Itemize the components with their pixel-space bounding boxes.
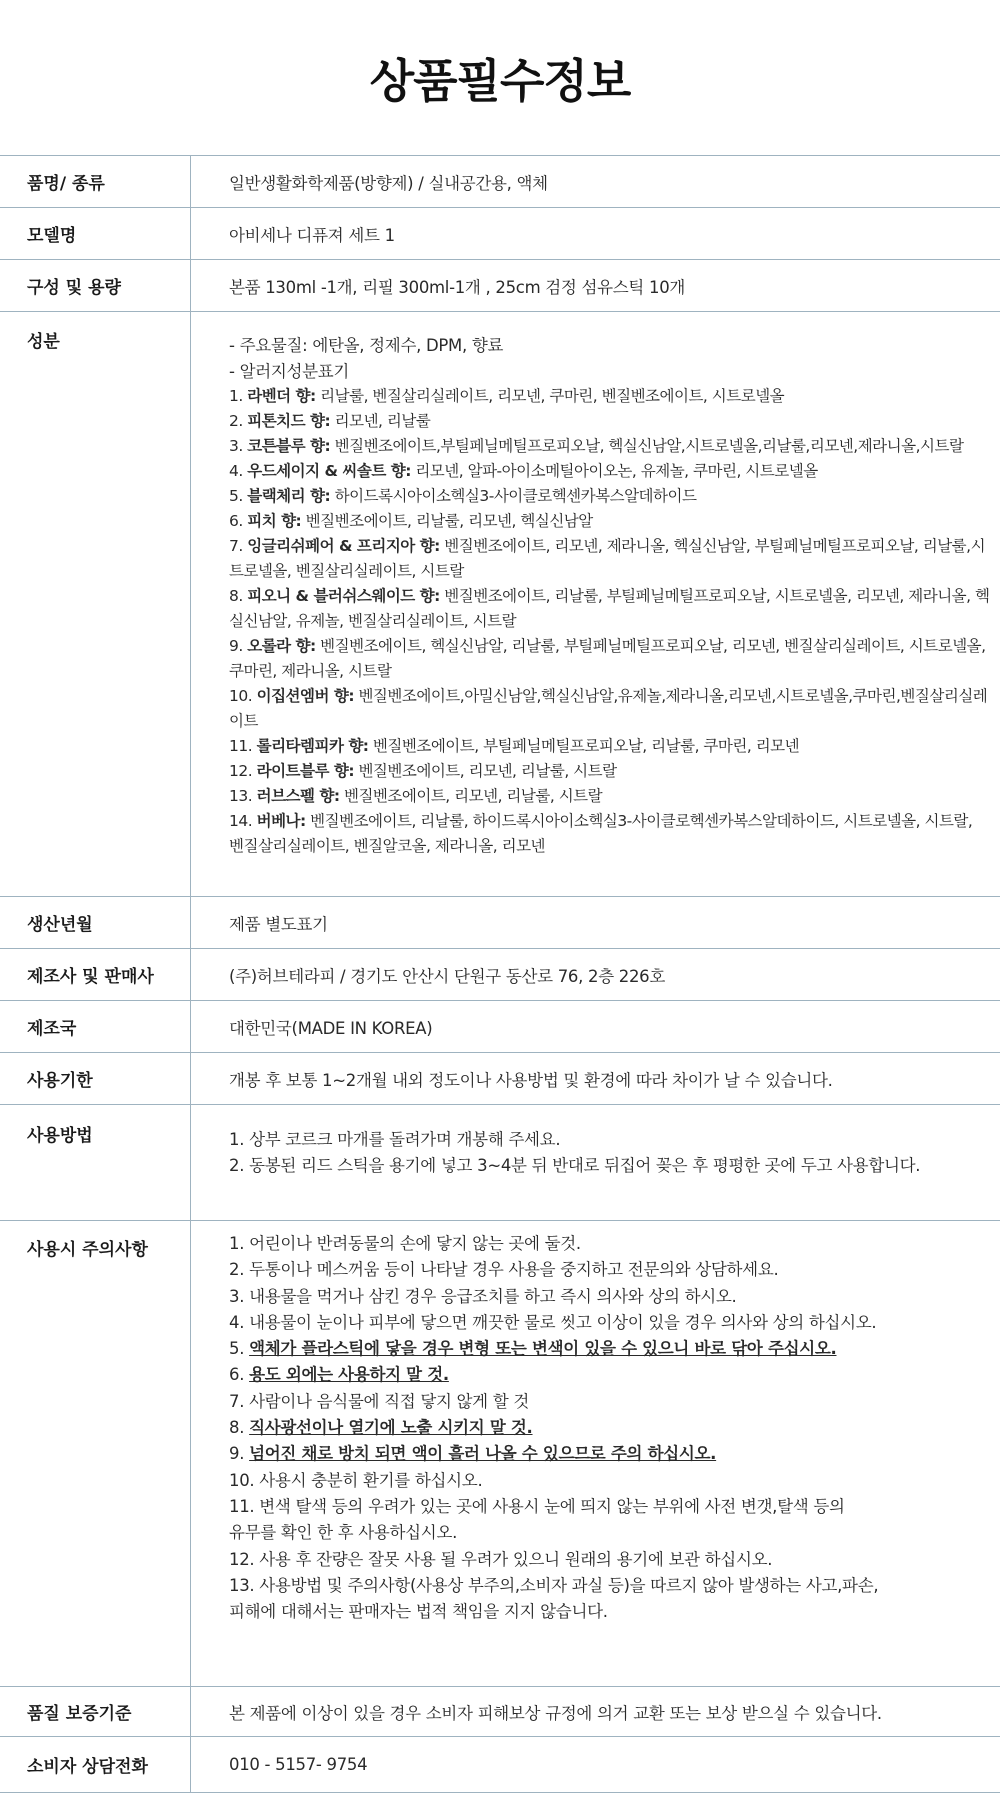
allergen-item-components: 벤질벤조에이트,아밀신남알,헥실신남알,유제놀,제라니올,리모넨,시트로넬올,쿠마린,벤질살리실레이트 xyxy=(229,687,988,730)
allergen-item-components: 벤질벤조에이트, 리날룰, 리모넨, 헥실신남알 xyxy=(301,512,593,530)
allergen-item-number: 1. xyxy=(229,387,243,405)
allergen-item xyxy=(229,809,990,859)
allergen-item xyxy=(229,684,990,734)
allergen-item-components: 벤질벤조에이트, 부틸페닐메틸프로피오날, 리날룰, 쿠마린, 리모넨 xyxy=(368,737,800,755)
row-value: 본 제품에 이상이 있을 경우 소비자 피해보상 규정에 의거 교환 또는 보상 받으실 수 있습니다. xyxy=(229,1703,882,1723)
allergen-item xyxy=(229,434,990,459)
allergen-item-number: 2. xyxy=(229,412,243,430)
caution-item xyxy=(229,1415,990,1441)
row-manufacturer xyxy=(0,949,1000,1001)
row-model xyxy=(0,208,1000,260)
caution-text: 사용 후 잔량은 잘못 사용 될 우려가 있으니 원래의 용기에 보관 하십시오. xyxy=(259,1549,773,1569)
caution-number: 11. xyxy=(229,1496,260,1516)
caution-number: 6. xyxy=(229,1365,250,1385)
caution-text: 직사광선이나 열기에 노출 시키지 말 것. xyxy=(249,1418,533,1438)
row-country xyxy=(0,1001,1000,1053)
allergen-item-number: 7. xyxy=(229,537,243,555)
caution-number: 9. xyxy=(229,1444,250,1464)
page-title: 상품필수정보 xyxy=(369,53,631,108)
main-ingredients-line: - 주요물질: 에탄올, 정제수, DPM, 향료 xyxy=(229,336,504,355)
allergen-item-components: 벤질벤조에이트, 헥실신남알, 리날룰, 부틸페닐메틸프로피오날, 리모넨, 벤질살리실레이트, 시트로넬올, 쿠마린, 제라니올, 시트랄 xyxy=(229,637,986,680)
row-label: 사용방법 xyxy=(0,1105,191,1220)
caution-number: 10. xyxy=(229,1470,260,1490)
caution-text: 용도 외에는 사용하지 말 것. xyxy=(249,1365,449,1385)
allergen-item xyxy=(229,384,990,409)
allergen-item-components: 리날룰, 벤질살리실레이트, 리모넨, 쿠마린, 벤질벤조에이트, 시트로넬올 xyxy=(315,387,785,405)
caution-number: 12. xyxy=(229,1549,260,1569)
row-label: 생산년월 xyxy=(0,897,191,948)
allergen-item xyxy=(229,484,990,509)
caution-text: 사용방법 및 주의사항(사용상 부주의,소비자 과실 등)을 따르지 않아 발생하는 사고,파손, xyxy=(259,1575,879,1595)
allergen-item-components: 리모넨, 리날룰 xyxy=(330,412,431,430)
allergen-item-scent: 잉글리쉬페어 & 프리지아 향: xyxy=(247,537,440,555)
caution-number: 8. xyxy=(229,1418,250,1438)
allergen-item-components: 하이드록시아이소헥실3-사이클로헥센카복스알데하이드 xyxy=(330,487,697,505)
allergen-item xyxy=(229,584,990,634)
caution-number: 2. xyxy=(229,1260,250,1280)
allergen-item-components: 벤질벤조에이트, 리날룰, 하이드록시아이소헥실3-사이클로헥센카복스알데하이드, 시트로넬올, 시트랄, 벤질살리실레이트, 벤질알코올, 제라니올, 리모넨 xyxy=(229,812,973,855)
allergen-item-scent: 오롤라 향: xyxy=(247,637,316,655)
caution-text: 변색 탈색 등의 우려가 있는 곳에 사용시 눈에 띄지 않는 부위에 사전 변갯,탈색 등의 xyxy=(259,1496,845,1516)
row-cautions xyxy=(0,1221,1000,1687)
spec-table xyxy=(0,155,1000,1793)
caution-item xyxy=(229,1284,990,1310)
row-composition xyxy=(0,260,1000,312)
row-label: 성분 xyxy=(0,312,191,896)
caution-text: 두통이나 메스꺼움 등이 나타날 경우 사용을 중지하고 전문의와 상담하세요. xyxy=(249,1260,779,1280)
caution-item xyxy=(229,1441,990,1467)
caution-item xyxy=(229,1573,990,1599)
allergen-item-scent: 피오니 & 블러쉬스웨이드 향: xyxy=(247,587,440,605)
caution-item xyxy=(229,1547,990,1573)
row-type xyxy=(0,156,1000,208)
row-value: 제품 별도표기 xyxy=(229,914,328,934)
allergen-item-number: 9. xyxy=(229,637,243,655)
usage-step: 1. 상부 코르크 마개를 돌려가며 개봉해 주세요. xyxy=(229,1130,561,1149)
allergen-item-components: 벤질벤조에이트, 리모넨, 리날룰, 시트랄 xyxy=(339,787,603,805)
row-label: 사용시 주의사항 xyxy=(0,1221,191,1686)
allergen-item xyxy=(229,459,990,484)
allergen-list xyxy=(229,384,990,859)
row-label: 품명/ 종류 xyxy=(0,156,191,207)
usage-step: 2. 동봉된 리드 스틱을 용기에 넣고 3~4분 뒤 반대로 뒤집어 꽂은 후 평평한 곳에 두고 사용합니다. xyxy=(229,1156,921,1175)
caution-text: 넘어진 채로 방치 되면 액이 흘러 나올 수 있으므로 주의 하십시오. xyxy=(249,1444,717,1464)
row-label: 구성 및 용량 xyxy=(0,260,191,311)
caution-text: 유무를 확인 한 후 사용하십시오. xyxy=(229,1523,458,1543)
row-label: 제조사 및 판매사 xyxy=(0,949,191,1000)
caution-item xyxy=(229,1468,990,1494)
caution-number: 1. xyxy=(229,1234,250,1253)
allergen-item-components: 벤질벤조에이트, 리날룰, 부틸페닐메틸프로피오날, 시트로넬올, 리모넨, 제라니올, 헥실신남알, 유제놀, 벤질살리실레이트, 시트랄 xyxy=(229,587,990,630)
row-value: 아비세나 디퓨져 세트 1 xyxy=(229,225,395,245)
ingredients-value xyxy=(191,312,1000,896)
allergen-item-scent: 라이트블루 향: xyxy=(256,762,355,780)
allergen-title: - 알러지성분표기 xyxy=(229,362,350,381)
allergen-item-number: 13. xyxy=(229,787,253,805)
row-expiry xyxy=(0,1053,1000,1105)
allergen-item-scent: 블랙체리 향: xyxy=(247,487,331,505)
caution-number: 13. xyxy=(229,1575,260,1595)
caution-text: 액체가 플라스틱에 닿을 경우 변형 또는 변색이 있을 수 있으니 바로 닦아 주십시오. xyxy=(249,1339,837,1359)
usage-list xyxy=(229,1127,990,1179)
row-value: (주)허브테라피 / 경기도 안산시 단원구 동산로 76, 2층 226호 xyxy=(229,966,666,986)
allergen-item xyxy=(229,784,990,809)
caution-text: 내용물을 먹거나 삼킨 경우 응급조치를 하고 즉시 의사와 상의 하시오. xyxy=(249,1286,737,1306)
caution-text: 내용물이 눈이나 피부에 닿으면 깨끗한 물로 씻고 이상이 있을 경우 의사와 상의 하십시오. xyxy=(249,1312,877,1332)
caution-item xyxy=(229,1310,990,1336)
row-phone xyxy=(0,1737,1000,1793)
caution-number: 4. xyxy=(229,1312,250,1332)
allergen-item-number: 14. xyxy=(229,812,253,830)
caution-item xyxy=(229,1520,990,1546)
allergen-item xyxy=(229,634,990,684)
allergen-item-number: 11. xyxy=(229,737,253,755)
row-ingredients xyxy=(0,312,1000,897)
row-usage xyxy=(0,1105,1000,1221)
row-value: 개봉 후 보통 1~2개월 내외 정도이나 사용방법 및 환경에 따라 차이가 날 수 있습니다. xyxy=(229,1070,833,1090)
caution-item xyxy=(229,1257,990,1283)
allergen-item-components: 벤질벤조에이트,부틸페닐메틸프로피오날, 헥실신남알,시트로넬올,리날룰,리모넨,제라니올,시트랄 xyxy=(330,437,964,455)
caution-text: 사용시 충분히 환기를 하십시오. xyxy=(259,1470,483,1490)
row-value: 010 - 5157- 9754 xyxy=(229,1755,368,1774)
allergen-item-components: 벤질벤조에이트, 리모넨, 리날룰, 시트랄 xyxy=(354,762,617,780)
allergen-item-number: 5. xyxy=(229,487,243,505)
allergen-item-number: 3. xyxy=(229,437,243,455)
caution-text: 피해에 대해서는 판매자는 법적 책임을 지지 않습니다. xyxy=(229,1602,608,1622)
allergen-item-number: 12. xyxy=(229,762,253,780)
caution-item xyxy=(229,1362,990,1388)
allergen-item-scent: 롤리타렘피카 향: xyxy=(256,737,369,755)
row-label: 소비자 상담전화 xyxy=(0,1737,191,1792)
row-value: 대한민국(MADE IN KOREA) xyxy=(229,1018,433,1038)
row-label: 제조국 xyxy=(0,1001,191,1052)
usage-value xyxy=(191,1105,1000,1220)
caution-item xyxy=(229,1336,990,1362)
allergen-item-number: 10. xyxy=(229,687,253,705)
ingredients-main xyxy=(229,332,990,384)
row-label: 품질 보증기준 xyxy=(0,1687,191,1736)
row-value: 본품 130ml -1개, 리필 300ml-1개 , 25cm 검정 섬유스틱 10개 xyxy=(229,277,686,297)
caution-text: 사람이나 음식물에 직접 닿지 않게 할 것 xyxy=(249,1391,529,1411)
allergen-item xyxy=(229,734,990,759)
allergen-item-number: 4. xyxy=(229,462,243,480)
allergen-item-scent: 버베나: xyxy=(256,812,306,830)
row-production xyxy=(0,897,1000,949)
row-label: 사용기한 xyxy=(0,1053,191,1104)
row-label: 모델명 xyxy=(0,208,191,259)
allergen-item xyxy=(229,534,990,584)
allergen-item-components: 벤질벤조에이트, 리모넨, 제라니올, 헥실신남알, 부틸페닐메틸프로피오날, 리날룰,시트로넬올, 벤질살리실레이트, 시트랄 xyxy=(229,537,986,580)
caution-item xyxy=(229,1231,990,1257)
caution-number: 3. xyxy=(229,1286,250,1306)
allergen-item-components: 리모넨, 알파-아이소메틸아이오논, 유제놀, 쿠마린, 시트로넬올 xyxy=(410,462,818,480)
cautions-value xyxy=(191,1221,1000,1686)
cautions-list xyxy=(229,1231,990,1625)
allergen-item xyxy=(229,409,990,434)
caution-item xyxy=(229,1494,990,1520)
allergen-item-scent: 라벤더 향: xyxy=(247,387,316,405)
caution-text: 어린이나 반려동물의 손에 닿지 않는 곳에 둘것. xyxy=(249,1234,581,1253)
allergen-item-scent: 피치 향: xyxy=(247,512,302,530)
allergen-item-scent: 코튼블루 향: xyxy=(247,437,331,455)
caution-number: 7. xyxy=(229,1391,250,1411)
allergen-item-scent: 이집션엠버 향: xyxy=(256,687,355,705)
allergen-item xyxy=(229,509,990,534)
row-quality xyxy=(0,1687,1000,1737)
allergen-item-number: 6. xyxy=(229,512,243,530)
caution-item xyxy=(229,1599,990,1625)
caution-item xyxy=(229,1389,990,1415)
caution-number: 5. xyxy=(229,1339,250,1359)
row-value: 일반생활화학제품(방향제) / 실내공간용, 액체 xyxy=(229,173,548,193)
allergen-item-scent: 우드세이지 & 씨솔트 향: xyxy=(247,462,411,480)
allergen-item-number: 8. xyxy=(229,587,243,605)
allergen-item-scent: 러브스펠 향: xyxy=(256,787,340,805)
allergen-item xyxy=(229,759,990,784)
allergen-item-scent: 피톤치드 향: xyxy=(247,412,331,430)
